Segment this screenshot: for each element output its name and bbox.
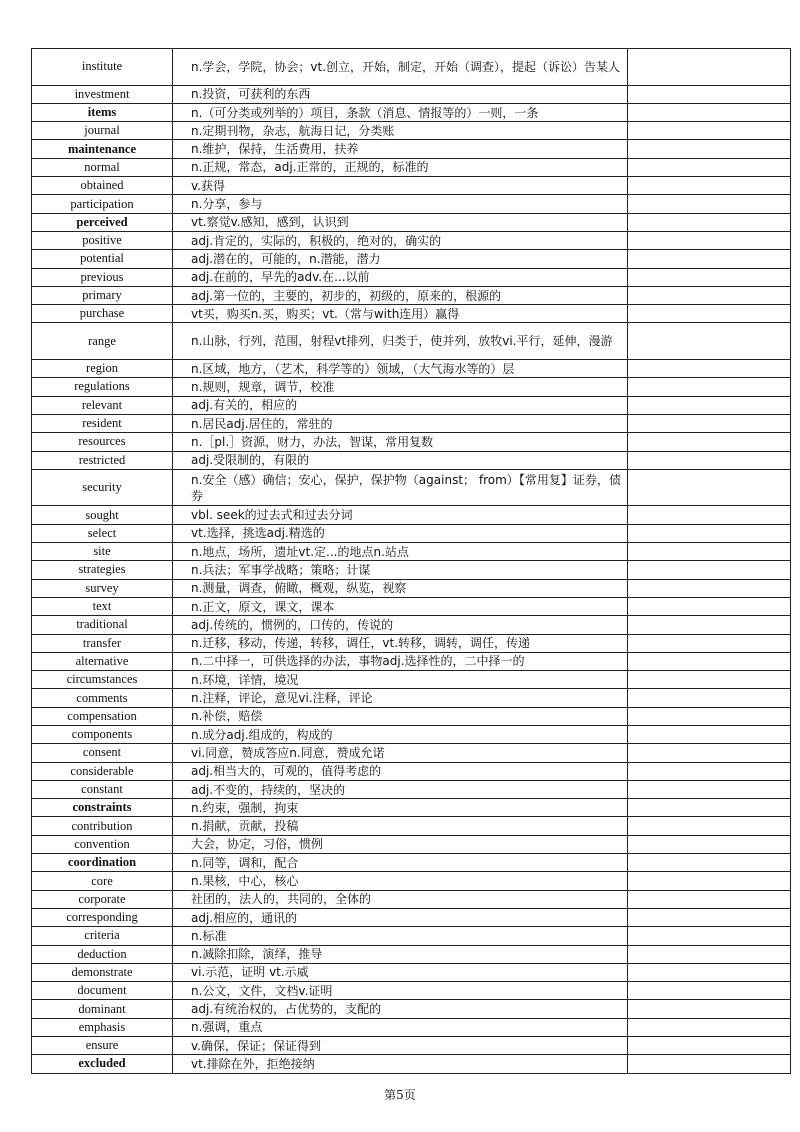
table-row	[32, 762, 791, 780]
word-cell: previous	[32, 268, 173, 286]
empty-cell	[628, 103, 791, 121]
word-cell: deduction	[32, 945, 173, 963]
word-cell: circumstances	[32, 671, 173, 689]
word-cell: alternative	[32, 652, 173, 670]
word-cell: select	[32, 524, 173, 542]
definition-cell: n.正文，原文，课文，课本	[173, 597, 628, 615]
word-cell: investment	[32, 85, 173, 103]
definition-cell: n.投资，可获利的东西	[173, 85, 628, 103]
table-row	[32, 231, 791, 249]
definition-cell: vi.同意，赞成答应n.同意，赞成允诺	[173, 744, 628, 762]
definition-cell: n.减除扣除，演绎，推导	[173, 945, 628, 963]
table-row	[32, 378, 791, 396]
empty-cell	[628, 213, 791, 231]
table-row	[32, 908, 791, 926]
empty-cell	[628, 469, 791, 506]
definition-cell: n.环境，详情，境况	[173, 671, 628, 689]
table-row	[32, 360, 791, 378]
table-row	[32, 469, 791, 506]
empty-cell	[628, 744, 791, 762]
word-cell: sought	[32, 506, 173, 524]
word-cell: relevant	[32, 396, 173, 414]
page-number: 第5页	[384, 1088, 416, 1102]
word-cell: range	[32, 323, 173, 360]
definition-cell: n.居民adj.居住的，常驻的	[173, 414, 628, 432]
definition-cell: n.强调，重点	[173, 1018, 628, 1036]
definition-cell: n.成分adj.组成的，构成的	[173, 725, 628, 743]
word-cell: site	[32, 543, 173, 561]
table-row	[32, 213, 791, 231]
table-row	[32, 597, 791, 615]
word-cell: transfer	[32, 634, 173, 652]
definition-cell: n.兵法；军事学战略；策略；计谋	[173, 561, 628, 579]
empty-cell	[628, 671, 791, 689]
definition-cell: vi.示范，证明 vt.示威	[173, 963, 628, 981]
word-cell: ensure	[32, 1037, 173, 1055]
definition-cell: n.正规，常态，adj.正常的，正规的，标准的	[173, 158, 628, 176]
table-row	[32, 744, 791, 762]
word-cell: restricted	[32, 451, 173, 469]
word-cell: corresponding	[32, 908, 173, 926]
word-cell: considerable	[32, 762, 173, 780]
definition-cell: n.捐献，贡献，投稿	[173, 817, 628, 835]
word-cell: normal	[32, 158, 173, 176]
empty-cell	[628, 396, 791, 414]
word-cell: resident	[32, 414, 173, 432]
word-cell: compensation	[32, 707, 173, 725]
word-cell: corporate	[32, 890, 173, 908]
table-row	[32, 524, 791, 542]
empty-cell	[628, 835, 791, 853]
word-cell: items	[32, 103, 173, 121]
table-row	[32, 451, 791, 469]
table-row	[32, 177, 791, 195]
empty-cell	[628, 360, 791, 378]
word-cell: constant	[32, 780, 173, 798]
definition-cell: 大会，协定，习俗，惯例	[173, 835, 628, 853]
empty-cell	[628, 927, 791, 945]
word-cell: participation	[32, 195, 173, 213]
empty-cell	[628, 378, 791, 396]
definition-cell: adj.有关的，相应的	[173, 396, 628, 414]
word-cell: components	[32, 725, 173, 743]
definition-cell: n.果核，中心，核心	[173, 872, 628, 890]
table-row	[32, 616, 791, 634]
table-row	[32, 817, 791, 835]
word-cell: positive	[32, 231, 173, 249]
definition-cell: n.地点，场所，遗址vt.定...的地点n.站点	[173, 543, 628, 561]
table-row	[32, 725, 791, 743]
word-cell: core	[32, 872, 173, 890]
definition-cell: v.确保，保证；保证得到	[173, 1037, 628, 1055]
word-cell: emphasis	[32, 1018, 173, 1036]
table-row	[32, 250, 791, 268]
definition-cell: vt.选择，挑选adj.精选的	[173, 524, 628, 542]
definition-cell: vt买，购买n.买，购买；vt.（常与with连用）赢得	[173, 305, 628, 323]
word-cell: contribution	[32, 817, 173, 835]
definition-cell: n.注释，评论，意见vi.注释，评论	[173, 689, 628, 707]
table-row	[32, 780, 791, 798]
word-cell: security	[32, 469, 173, 506]
definition-cell: n.分享，参与	[173, 195, 628, 213]
table-row	[32, 963, 791, 981]
table-row	[32, 945, 791, 963]
word-cell: perceived	[32, 213, 173, 231]
word-cell: primary	[32, 286, 173, 304]
empty-cell	[628, 652, 791, 670]
table-row	[32, 872, 791, 890]
definition-cell: n.维护，保持，生活费用，扶养	[173, 140, 628, 158]
table-row	[32, 689, 791, 707]
empty-cell	[628, 890, 791, 908]
word-cell: potential	[32, 250, 173, 268]
word-cell: dominant	[32, 1000, 173, 1018]
empty-cell	[628, 177, 791, 195]
empty-cell	[628, 323, 791, 360]
word-cell: text	[32, 597, 173, 615]
table-row	[32, 1000, 791, 1018]
empty-cell	[628, 1037, 791, 1055]
table-row	[32, 634, 791, 652]
table-row	[32, 982, 791, 1000]
definition-cell: n.区域，地方，（艺术，科学等的）领域，（大气海水等的）层	[173, 360, 628, 378]
empty-cell	[628, 945, 791, 963]
empty-cell	[628, 854, 791, 872]
table-row	[32, 579, 791, 597]
word-cell: journal	[32, 122, 173, 140]
empty-cell	[628, 817, 791, 835]
definition-cell: n.补偿，赔偿	[173, 707, 628, 725]
table-row	[32, 854, 791, 872]
vocabulary-table-body	[32, 49, 791, 1074]
table-row	[32, 49, 791, 86]
table-row	[32, 140, 791, 158]
empty-cell	[628, 250, 791, 268]
definition-cell: n.迁移，移动，传递，转移，调任，vt.转移，调转，调任，传递	[173, 634, 628, 652]
table-row	[32, 158, 791, 176]
table-row	[32, 890, 791, 908]
definition-cell: adj.传统的，惯例的，口传的，传说的	[173, 616, 628, 634]
word-cell: obtained	[32, 177, 173, 195]
empty-cell	[628, 195, 791, 213]
word-cell: consent	[32, 744, 173, 762]
definition-cell: adj.肯定的，实际的，积极的，绝对的，确实的	[173, 231, 628, 249]
word-cell: traditional	[32, 616, 173, 634]
empty-cell	[628, 543, 791, 561]
table-row	[32, 323, 791, 360]
definition-cell: n.山脉，行列，范围，射程vt排列，归类于，使并列，放牧vi.平行，延伸，漫游	[173, 323, 628, 360]
empty-cell	[628, 616, 791, 634]
definition-cell: n.安全（感）确信；安心，保护，保护物（against； from）【常用复】证券，债券	[173, 469, 628, 506]
empty-cell	[628, 140, 791, 158]
definition-cell: 社团的，法人的，共同的，全体的	[173, 890, 628, 908]
empty-cell	[628, 1018, 791, 1036]
empty-cell	[628, 268, 791, 286]
empty-cell	[628, 451, 791, 469]
table-row	[32, 561, 791, 579]
definition-cell: n.规则，规章，调节，校准	[173, 378, 628, 396]
empty-cell	[628, 982, 791, 1000]
word-cell: region	[32, 360, 173, 378]
word-cell: purchase	[32, 305, 173, 323]
empty-cell	[628, 634, 791, 652]
table-row	[32, 85, 791, 103]
table-row	[32, 652, 791, 670]
table-row	[32, 799, 791, 817]
table-row	[32, 396, 791, 414]
word-cell: criteria	[32, 927, 173, 945]
empty-cell	[628, 231, 791, 249]
empty-cell	[628, 286, 791, 304]
empty-cell	[628, 908, 791, 926]
word-cell: constraints	[32, 799, 173, 817]
empty-cell	[628, 122, 791, 140]
empty-cell	[628, 872, 791, 890]
word-cell: survey	[32, 579, 173, 597]
empty-cell	[628, 561, 791, 579]
word-cell: excluded	[32, 1055, 173, 1073]
word-cell: resources	[32, 433, 173, 451]
word-cell: comments	[32, 689, 173, 707]
definition-cell: n.定期刊物，杂志，航海日记，分类账	[173, 122, 628, 140]
word-cell: demonstrate	[32, 963, 173, 981]
table-row	[32, 835, 791, 853]
definition-cell: vbl. seek的过去式和过去分词	[173, 506, 628, 524]
definition-cell: n.约束，强制，拘束	[173, 799, 628, 817]
definition-cell: adj.潜在的，可能的，n.潜能，潜力	[173, 250, 628, 268]
empty-cell	[628, 49, 791, 86]
vocabulary-table	[31, 48, 791, 1074]
table-row	[32, 305, 791, 323]
table-row	[32, 1018, 791, 1036]
definition-cell: n.标准	[173, 927, 628, 945]
empty-cell	[628, 1055, 791, 1073]
table-row	[32, 195, 791, 213]
word-cell: coordination	[32, 854, 173, 872]
definition-cell: n.［pl.］资源，财力，办法，智谋，常用复数	[173, 433, 628, 451]
definition-cell: adj.第一位的，主要的，初步的，初级的，原来的，根源的	[173, 286, 628, 304]
table-row	[32, 122, 791, 140]
table-row	[32, 1055, 791, 1073]
word-cell: regulations	[32, 378, 173, 396]
empty-cell	[628, 433, 791, 451]
table-row	[32, 506, 791, 524]
table-row	[32, 286, 791, 304]
empty-cell	[628, 579, 791, 597]
word-cell: maintenance	[32, 140, 173, 158]
empty-cell	[628, 524, 791, 542]
definition-cell: v.获得	[173, 177, 628, 195]
empty-cell	[628, 762, 791, 780]
definition-cell: n.公文，文件，文档v.证明	[173, 982, 628, 1000]
table-row	[32, 1037, 791, 1055]
definition-cell: n.二中择一，可供选择的办法，事物adj.选择性的，二中择一的	[173, 652, 628, 670]
table-row	[32, 543, 791, 561]
empty-cell	[628, 414, 791, 432]
empty-cell	[628, 725, 791, 743]
definition-cell: n.同等，调和，配合	[173, 854, 628, 872]
table-row	[32, 433, 791, 451]
empty-cell	[628, 597, 791, 615]
empty-cell	[628, 1000, 791, 1018]
empty-cell	[628, 799, 791, 817]
definition-cell: adj.相当大的，可观的，值得考虑的	[173, 762, 628, 780]
word-cell: document	[32, 982, 173, 1000]
empty-cell	[628, 707, 791, 725]
table-row	[32, 927, 791, 945]
empty-cell	[628, 305, 791, 323]
table-row	[32, 707, 791, 725]
definition-cell: n.学会，学院，协会；vt.创立，开始，制定，开始（调查），提起（诉讼）告某人	[173, 49, 628, 86]
definition-cell: n.测量，调查，俯瞰，概观，纵览，视察	[173, 579, 628, 597]
word-cell: institute	[32, 49, 173, 86]
definition-cell: vt.察觉v.感知，感到，认识到	[173, 213, 628, 231]
table-row	[32, 103, 791, 121]
definition-cell: adj.相应的，通讯的	[173, 908, 628, 926]
empty-cell	[628, 780, 791, 798]
definition-cell: vt.排除在外，拒绝接纳	[173, 1055, 628, 1073]
word-cell: strategies	[32, 561, 173, 579]
table-row	[32, 268, 791, 286]
word-cell: convention	[32, 835, 173, 853]
definition-cell: n.（可分类或列举的）项目，条款（消息、情报等的）一则，一条	[173, 103, 628, 121]
table-row	[32, 671, 791, 689]
empty-cell	[628, 85, 791, 103]
table-row	[32, 414, 791, 432]
definition-cell: adj.受限制的，有限的	[173, 451, 628, 469]
definition-cell: adj.有统治权的，占优势的，支配的	[173, 1000, 628, 1018]
empty-cell	[628, 963, 791, 981]
empty-cell	[628, 689, 791, 707]
empty-cell	[628, 158, 791, 176]
definition-cell: adj.在前的，早先的adv.在...以前	[173, 268, 628, 286]
empty-cell	[628, 506, 791, 524]
definition-cell: adj.不变的，持续的，坚决的	[173, 780, 628, 798]
